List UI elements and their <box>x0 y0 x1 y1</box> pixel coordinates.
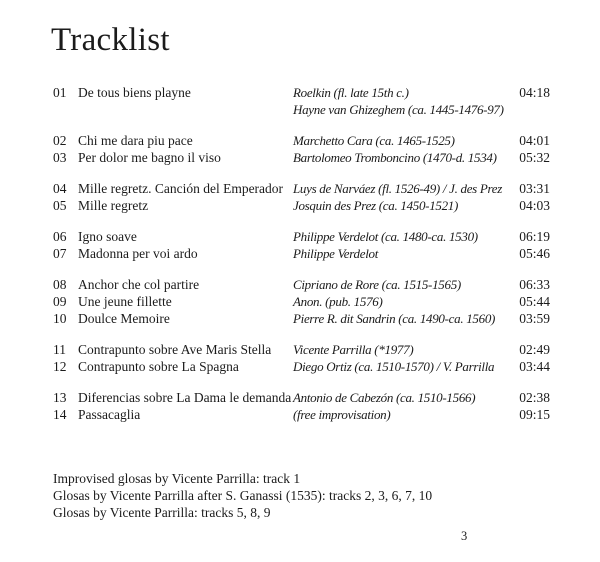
track-title: Mille regretz. Canción del Emperador <box>78 181 284 196</box>
track-duration: 03:44 <box>519 359 550 374</box>
track-composer <box>293 341 510 358</box>
track-title: Anchor che col partire <box>78 277 200 292</box>
track-duration: 04:03 <box>519 198 550 213</box>
track-group <box>53 84 550 118</box>
track-number: 13 <box>53 390 67 405</box>
page-number: 3 <box>461 529 468 543</box>
track-title: Per dolor me bagno il viso <box>78 150 221 165</box>
track-duration: 02:49 <box>519 342 550 357</box>
tracklist <box>53 84 550 437</box>
track-row <box>53 358 550 375</box>
track-duration: 05:46 <box>519 246 550 261</box>
composer-line: Marchetto Cara (ca. 1465-1525) <box>293 133 455 148</box>
track-group <box>53 341 550 375</box>
track-duration: 09:15 <box>519 407 550 422</box>
composer-line: Antonio de Cabezón (ca. 1510-1566) <box>293 390 476 405</box>
track-number: 10 <box>53 311 67 326</box>
composer-line: Cipriano de Rore (ca. 1515-1565) <box>293 277 461 292</box>
track-composer <box>293 149 510 166</box>
track-row <box>53 310 550 327</box>
glosas-notes <box>53 470 550 521</box>
track-row <box>53 245 550 262</box>
track-duration: 03:31 <box>519 181 550 196</box>
track-title: Contrapunto sobre Ave Maris Stella <box>78 342 272 357</box>
track-row <box>53 341 550 358</box>
track-row <box>53 293 550 310</box>
track-group <box>53 228 550 262</box>
track-duration: 05:32 <box>519 150 550 165</box>
track-duration: 06:19 <box>519 229 550 244</box>
track-row <box>53 180 550 197</box>
track-row <box>53 389 550 406</box>
track-number: 12 <box>53 359 67 374</box>
track-composer <box>293 245 510 262</box>
track-group <box>53 389 550 423</box>
track-duration: 04:18 <box>519 85 550 100</box>
note-line: Glosas by Vicente Parrilla: tracks 5, 8, 9 <box>53 505 271 520</box>
track-composer <box>293 132 510 149</box>
composer-line: (free improvisation) <box>293 407 391 422</box>
track-title: Passacaglia <box>78 407 141 422</box>
track-group <box>53 132 550 166</box>
track-title: De tous biens playne <box>78 85 191 100</box>
track-composer <box>293 406 510 423</box>
track-title: Mille regretz <box>78 198 149 213</box>
track-composer <box>293 389 510 406</box>
track-title: Contrapunto sobre La Spagna <box>78 359 239 374</box>
track-composer <box>293 84 510 118</box>
composer-line: Luys de Narváez (fl. 1526-49) / J. des Prez <box>293 181 503 196</box>
track-title: Chi me dara piu pace <box>78 133 193 148</box>
track-row <box>53 149 550 166</box>
composer-line: Vicente Parrilla (*1977) <box>293 342 414 357</box>
composer-line: Philippe Verdelot (ca. 1480-ca. 1530) <box>293 229 478 244</box>
track-number: 05 <box>53 198 67 213</box>
track-number: 06 <box>53 229 67 244</box>
track-number: 02 <box>53 133 67 148</box>
track-duration: 05:44 <box>519 294 550 309</box>
track-composer <box>293 276 510 293</box>
track-composer <box>293 293 510 310</box>
track-number: 04 <box>53 181 67 196</box>
track-composer <box>293 358 510 375</box>
composer-line: Josquin des Prez (ca. 1450-1521) <box>293 198 459 213</box>
track-number: 01 <box>53 85 67 100</box>
composer-line: Hayne van Ghizeghem (ca. 1445-1476-97) <box>293 102 504 117</box>
track-number: 09 <box>53 294 67 309</box>
composer-line: Anon. (pub. 1576) <box>293 294 383 309</box>
track-row <box>53 197 550 214</box>
track-title: Diferencias sobre La Dama le demanda <box>78 390 292 405</box>
composer-line: Pierre R. dit Sandrin (ca. 1490-ca. 1560) <box>293 311 496 326</box>
track-duration: 04:01 <box>519 133 550 148</box>
note-line: Improvised glosas by Vicente Parrilla: track 1 <box>53 471 301 486</box>
note-line: Glosas by Vicente Parrilla after S. Ganassi (1535): tracks 2, 3, 6, 7, 10 <box>53 488 433 503</box>
track-number: 11 <box>53 342 66 357</box>
track-title: Doulce Memoire <box>78 311 170 326</box>
composer-line: Roelkin (fl. late 15th c.) <box>293 85 409 100</box>
track-number: 08 <box>53 277 67 292</box>
track-composer <box>293 310 510 327</box>
track-number: 07 <box>53 246 67 261</box>
composer-line: Bartolomeo Tromboncino (1470-d. 1534) <box>293 150 497 165</box>
track-title: Igno soave <box>78 229 137 244</box>
track-composer <box>293 197 510 214</box>
track-row <box>53 276 550 293</box>
track-row <box>53 228 550 245</box>
track-group <box>53 276 550 327</box>
track-composer <box>293 180 510 197</box>
track-row <box>53 84 550 118</box>
track-composer <box>293 228 510 245</box>
track-number: 14 <box>53 407 67 422</box>
track-title: Une jeune fillette <box>78 294 172 309</box>
page-title: Tracklist <box>51 22 170 58</box>
track-duration: 03:59 <box>519 311 550 326</box>
track-row <box>53 406 550 423</box>
track-row <box>53 132 550 149</box>
track-number: 03 <box>53 150 67 165</box>
track-duration: 02:38 <box>519 390 550 405</box>
track-duration: 06:33 <box>519 277 550 292</box>
composer-line: Philippe Verdelot <box>293 246 379 261</box>
track-title: Madonna per voi ardo <box>78 246 198 261</box>
composer-line: Diego Ortiz (ca. 1510-1570) / V. Parrilla <box>293 359 495 374</box>
track-group <box>53 180 550 214</box>
